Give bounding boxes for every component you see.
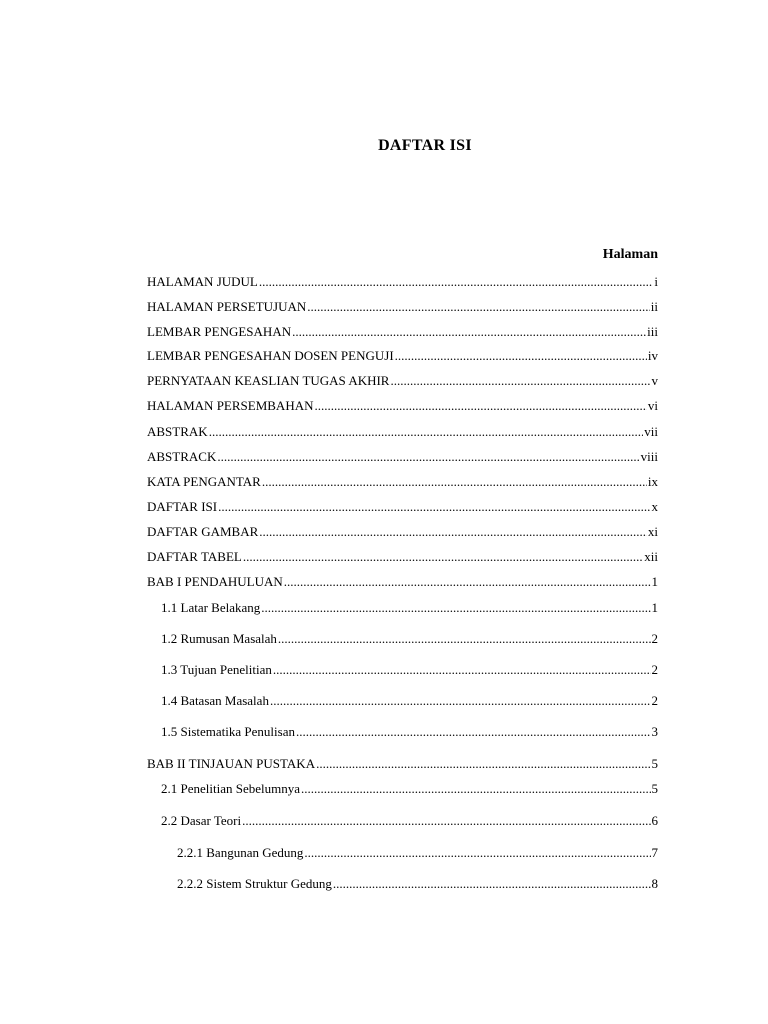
toc-entry-label: 2.2.2 Sistem Struktur Gedung	[177, 876, 332, 891]
toc-entry-label: LEMBAR PENGESAHAN	[147, 324, 292, 339]
toc-entry-label: DAFTAR GAMBAR	[147, 524, 259, 539]
toc-entry-label: BAB II TINJAUAN PUSTAKA	[147, 756, 316, 771]
toc-entry-page: 1	[651, 600, 658, 615]
toc-entry-page: 3	[651, 724, 658, 739]
toc-entry-page: vi	[647, 398, 658, 413]
toc-entry-label: KATA PENGANTAR	[147, 474, 261, 489]
toc-leader-dots	[242, 812, 650, 830]
toc-entry	[147, 498, 658, 516]
toc-entry-label: LEMBAR PENGESAHAN DOSEN PENGUJI	[147, 348, 394, 363]
toc-leader-dots	[261, 599, 650, 617]
toc-leader-dots	[301, 780, 650, 798]
toc-entry-page: 5	[651, 756, 658, 771]
toc-entry-page: 2	[651, 662, 658, 677]
toc-leader-dots	[390, 372, 650, 390]
toc-entry-page: v	[651, 373, 658, 388]
toc-entry-page: 2	[651, 693, 658, 708]
toc-entry	[147, 372, 658, 390]
toc-entry-page: iv	[647, 348, 658, 363]
toc-entry-page: x	[651, 499, 658, 514]
toc-entry-page: i	[654, 274, 658, 289]
toc-entry-page: 2	[651, 631, 658, 646]
toc-entry	[147, 448, 658, 466]
toc-leader-dots	[315, 397, 647, 415]
toc-leader-dots	[278, 630, 651, 648]
toc-entry	[147, 573, 658, 591]
toc-leader-dots	[273, 661, 651, 679]
toc-entry	[147, 473, 658, 491]
toc-entry-label: ABSTRAK	[147, 424, 208, 439]
toc-entry	[147, 755, 658, 773]
toc-entry-page: 6	[651, 813, 658, 828]
toc-leader-dots	[292, 323, 646, 341]
toc-entry-page: 1	[651, 574, 658, 589]
toc-leader-dots	[270, 692, 651, 710]
toc-entry-page: ix	[647, 474, 658, 489]
toc-entry-label: 2.1 Penelitian Sebelumnya	[161, 781, 301, 796]
toc-entry-page: 7	[651, 845, 658, 860]
toc-entry	[147, 397, 658, 415]
toc-entry	[147, 298, 658, 316]
toc-entry-page: iii	[647, 324, 658, 339]
toc-entry	[147, 875, 658, 893]
toc-leader-dots	[218, 498, 650, 516]
page-title: DAFTAR ISI	[378, 137, 472, 154]
toc-entry	[147, 723, 658, 741]
table-of-contents	[147, 0, 658, 1024]
toc-entry-label: 1.2 Rumusan Masalah	[161, 631, 277, 646]
toc-entry-label: 1.1 Latar Belakang	[161, 600, 261, 615]
toc-leader-dots	[259, 273, 654, 291]
toc-entry-label: 2.2.1 Bangunan Gedung	[177, 845, 304, 860]
toc-entry-page: ii	[650, 299, 658, 314]
toc-entry	[147, 812, 658, 830]
toc-entry-label: HALAMAN PERSEMBAHAN	[147, 398, 314, 413]
toc-entry	[147, 523, 658, 541]
toc-entry	[147, 692, 658, 710]
toc-entry-label: HALAMAN PERSETUJUAN	[147, 299, 307, 314]
toc-entry-label: 1.3 Tujuan Penelitian	[161, 662, 272, 677]
toc-entry-label: BAB I PENDAHULUAN	[147, 574, 283, 589]
toc-entry-label: DAFTAR TABEL	[147, 549, 242, 564]
toc-leader-dots	[395, 347, 647, 365]
toc-entry-page: xi	[647, 524, 658, 539]
toc-leader-dots	[304, 844, 650, 862]
toc-leader-dots	[217, 448, 639, 466]
toc-leader-dots	[262, 473, 647, 491]
toc-entry	[147, 844, 658, 862]
toc-entry	[147, 661, 658, 679]
toc-entry-page: vii	[644, 424, 658, 439]
toc-entry	[147, 599, 658, 617]
toc-entry	[147, 780, 658, 798]
toc-entry-label: DAFTAR ISI	[147, 499, 218, 514]
toc-entry	[147, 347, 658, 365]
toc-entry	[147, 323, 658, 341]
toc-entry-page: xii	[644, 549, 658, 564]
toc-entry-label: 2.2 Dasar Teori	[161, 813, 242, 828]
page-column-header: Halaman	[602, 247, 658, 262]
toc-leader-dots	[209, 423, 644, 441]
toc-entry-label: 1.4 Batasan Masalah	[161, 693, 269, 708]
toc-leader-dots	[284, 573, 651, 591]
toc-entry-label: HALAMAN JUDUL	[147, 274, 258, 289]
toc-entry-label: 1.5 Sistematika Penulisan	[161, 724, 295, 739]
toc-entry-page: 8	[651, 876, 658, 891]
toc-leader-dots	[307, 298, 650, 316]
toc-leader-dots	[333, 875, 651, 893]
toc-entry-page: 5	[651, 781, 658, 796]
toc-leader-dots	[243, 548, 643, 566]
toc-entry-label: PERNYATAAN KEASLIAN TUGAS AKHIR	[147, 373, 390, 388]
toc-leader-dots	[316, 755, 650, 773]
toc-entry	[147, 423, 658, 441]
toc-leader-dots	[296, 723, 651, 741]
toc-entry	[147, 273, 658, 291]
toc-entry-label: ABSTRACK	[147, 449, 217, 464]
toc-leader-dots	[259, 523, 647, 541]
toc-entry	[147, 548, 658, 566]
toc-entry-page: viii	[640, 449, 658, 464]
toc-entry	[147, 630, 658, 648]
